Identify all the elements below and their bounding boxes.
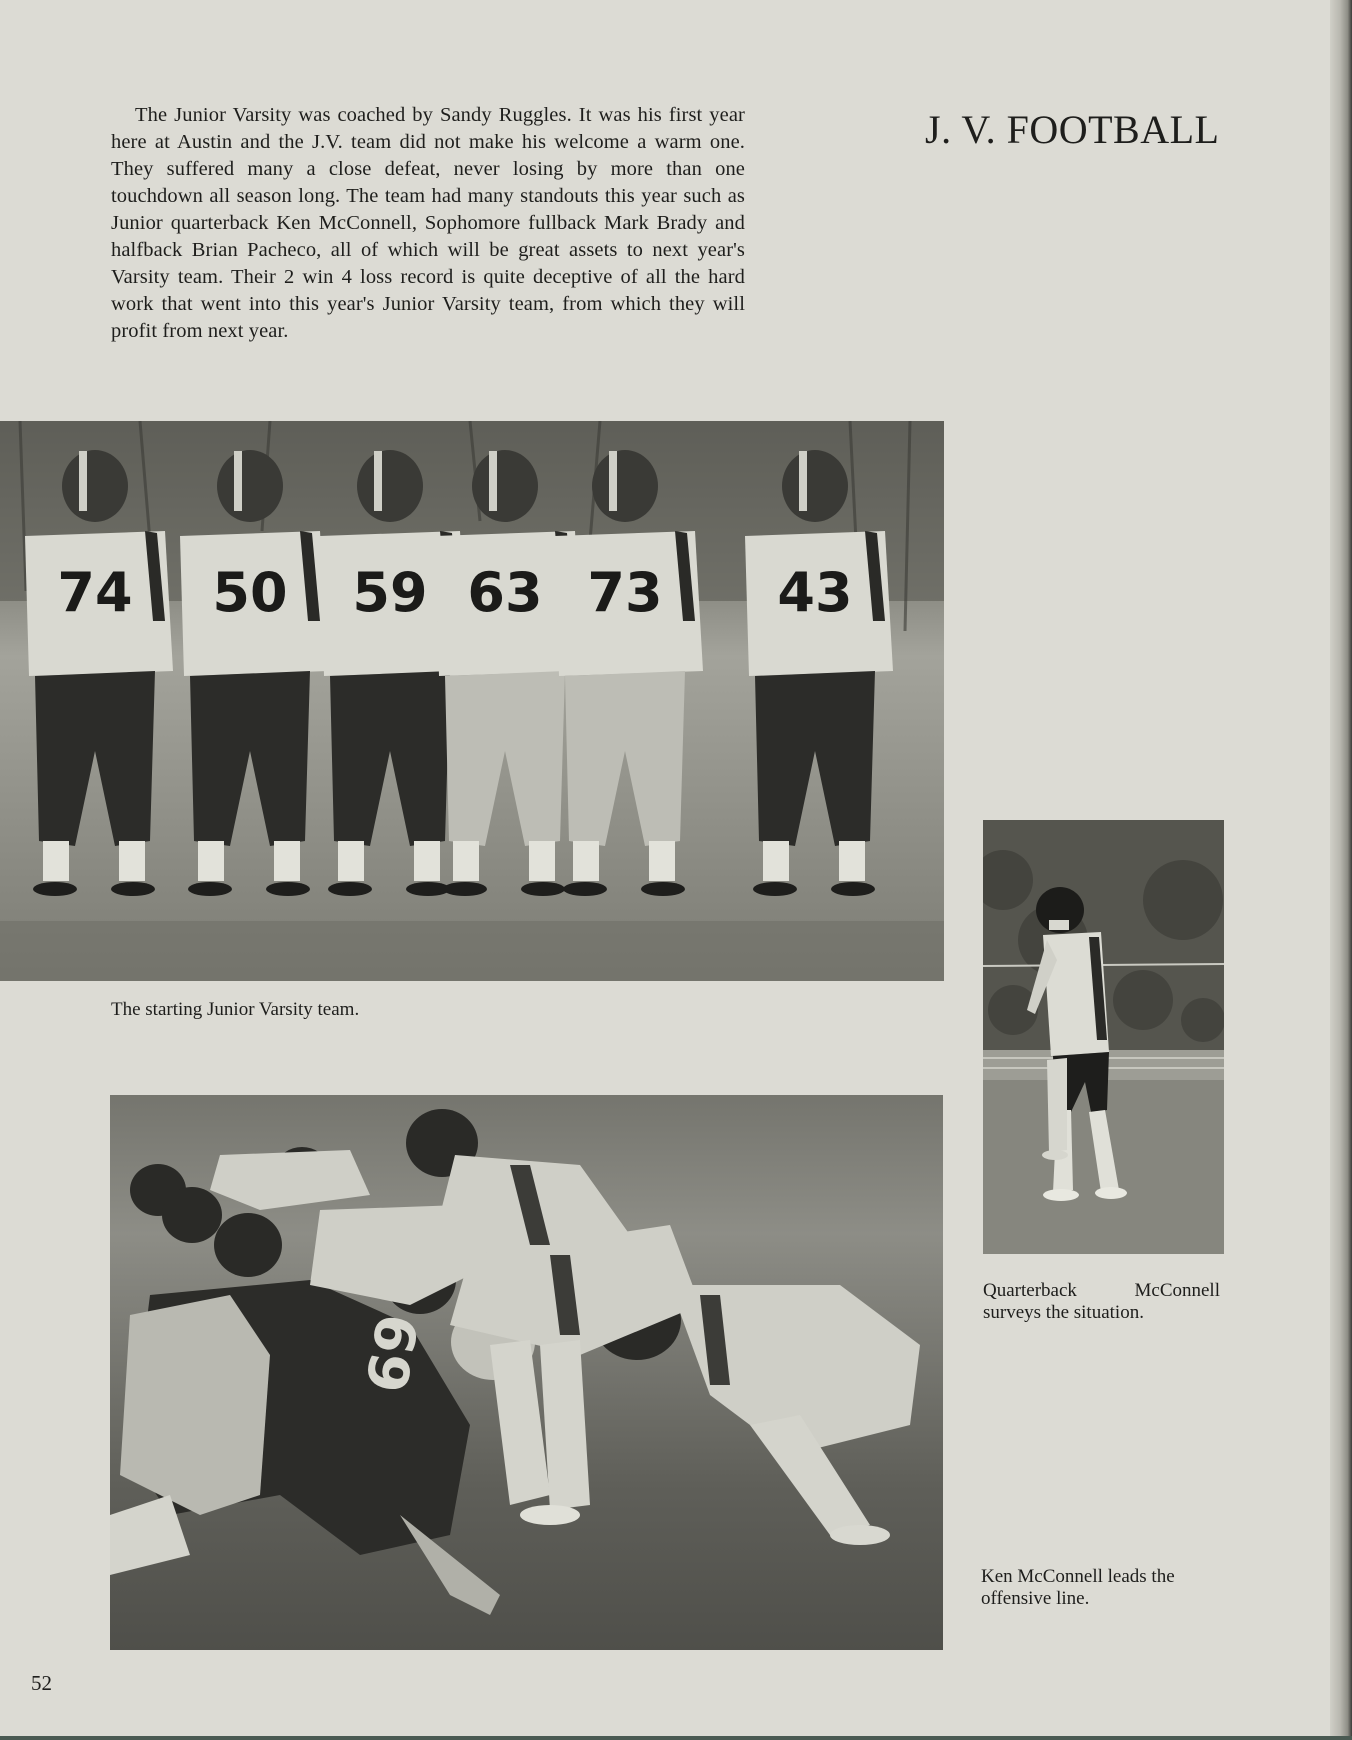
intro-paragraph: The Junior Varsity was coached by Sandy Ruggles. It was his first year here at Austin and the J.V. team did not make his welcome a warm one. They suffered many a close defeat, never losing by more than one touchdown all season long. The team had many standouts this year such as Junior quarterback Ken McConnell, Sophomore fullback Mark Brady and halfback Brian Pacheco, all of which will be great assets to next year's Varsity team. Their 2 win 4 loss record is quite deceptive of all the hard work that went into this year's Junior Varsity team, from which they will profit from next year.	[111, 104, 745, 342]
jersey-number: 43	[777, 561, 853, 624]
jersey-number: 74	[57, 561, 133, 624]
offensive-line-photo	[110, 1095, 943, 1650]
player-74	[25, 450, 173, 896]
player-73	[555, 450, 703, 896]
offensive-line-photo-caption: Ken McConnell leads the offensive line.	[981, 1566, 1175, 1609]
page-edge	[0, 1736, 1352, 1740]
quarterback-photo	[983, 820, 1224, 1254]
team-photo-caption: The starting Junior Varsity team.	[111, 999, 360, 1020]
quarterback-caption-line-2: surveys the situation.	[983, 1302, 1144, 1323]
jersey-number: 59	[352, 561, 428, 624]
jersey-number: 73	[587, 561, 663, 624]
page-title: J. V. FOOTBALL	[925, 107, 1220, 152]
quarterback-photo-caption	[983, 1280, 1220, 1324]
page-number: 52	[31, 1671, 52, 1695]
player-43	[745, 450, 893, 896]
jersey-number: 63	[467, 561, 543, 624]
team-photo	[0, 421, 944, 981]
player-50	[180, 450, 328, 896]
quarterback-caption-line-1: Quarterback McConnell	[983, 1280, 1220, 1301]
jersey-number: 50	[212, 561, 288, 624]
jersey-number: 69	[351, 1309, 429, 1398]
book-gutter	[1330, 0, 1352, 1740]
